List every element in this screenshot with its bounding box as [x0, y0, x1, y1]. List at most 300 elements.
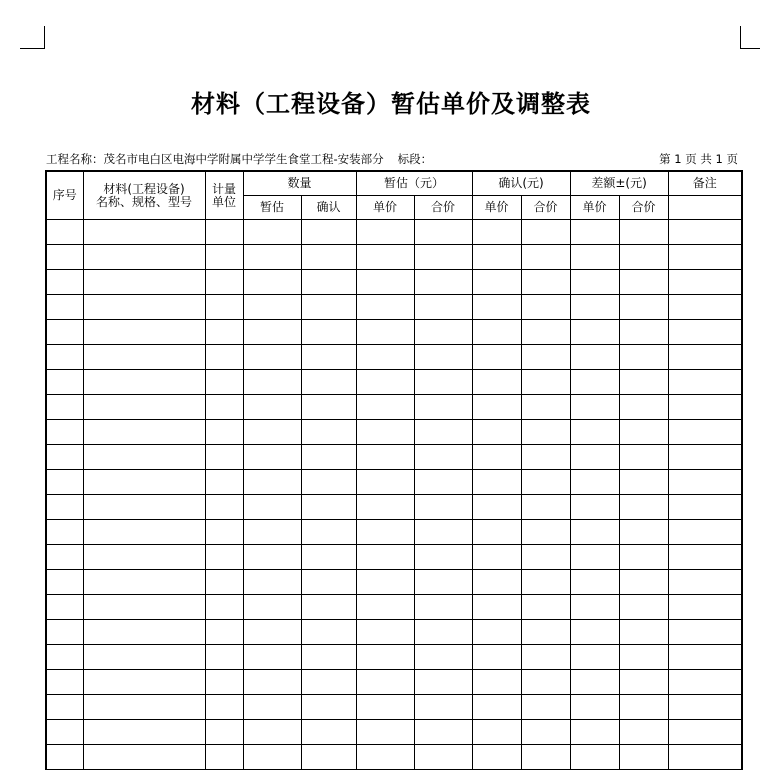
table-row	[46, 245, 742, 270]
table-cell	[521, 220, 570, 245]
table-cell	[205, 320, 243, 345]
table-cell	[205, 545, 243, 570]
table-cell	[301, 445, 356, 470]
table-cell	[570, 670, 619, 695]
table-cell	[472, 345, 521, 370]
table-cell	[46, 595, 83, 620]
material-estimate-table	[45, 170, 743, 770]
table-cell	[668, 495, 742, 520]
document-title: 材料（工程设备）暂估单价及调整表	[191, 89, 591, 118]
table-cell	[414, 345, 472, 370]
table-cell	[301, 745, 356, 770]
table-cell	[205, 270, 243, 295]
header-difference: 差额±(元)	[570, 171, 668, 196]
table-cell	[243, 270, 301, 295]
subheader-remark-blank	[668, 196, 742, 220]
table-cell	[414, 395, 472, 420]
table-row	[46, 520, 742, 545]
table-cell	[668, 220, 742, 245]
table-cell	[356, 220, 414, 245]
header-quantity: 数量	[243, 171, 356, 196]
table-cell	[243, 720, 301, 745]
table-cell	[414, 495, 472, 520]
project-info	[46, 151, 432, 167]
table-cell	[521, 420, 570, 445]
table-cell	[472, 545, 521, 570]
table-cell	[521, 320, 570, 345]
table-cell	[301, 245, 356, 270]
table-cell	[619, 245, 668, 270]
table-row	[46, 470, 742, 495]
table-cell	[521, 370, 570, 395]
table-cell	[668, 720, 742, 745]
table-cell	[570, 445, 619, 470]
table-cell	[521, 620, 570, 645]
table-cell	[414, 620, 472, 645]
table-cell	[521, 520, 570, 545]
table-cell	[243, 645, 301, 670]
table-cell	[668, 695, 742, 720]
table-cell	[668, 595, 742, 620]
table-cell	[414, 320, 472, 345]
table-cell	[521, 445, 570, 470]
table-cell	[301, 345, 356, 370]
table-cell	[46, 620, 83, 645]
table-cell	[205, 620, 243, 645]
table-cell	[205, 370, 243, 395]
table-row	[46, 620, 742, 645]
subheader-quantity-estimate: 暂估	[243, 196, 301, 220]
table-cell	[301, 495, 356, 520]
table-cell	[472, 270, 521, 295]
table-cell	[356, 520, 414, 545]
header-unit	[205, 171, 243, 220]
table-row	[46, 495, 742, 520]
table-cell	[356, 445, 414, 470]
table-row	[46, 695, 742, 720]
table-cell	[205, 420, 243, 445]
table-cell	[301, 220, 356, 245]
table-cell	[356, 270, 414, 295]
table-cell	[46, 270, 83, 295]
table-cell	[414, 270, 472, 295]
table-cell	[414, 420, 472, 445]
table-cell	[668, 420, 742, 445]
table-row	[46, 420, 742, 445]
table-cell	[356, 745, 414, 770]
table-cell	[414, 470, 472, 495]
table-cell	[570, 295, 619, 320]
table-cell	[668, 270, 742, 295]
table-cell	[301, 645, 356, 670]
table-cell	[243, 220, 301, 245]
table-cell	[46, 220, 83, 245]
table-cell	[619, 345, 668, 370]
table-cell	[356, 295, 414, 320]
table-cell	[205, 570, 243, 595]
table-cell	[46, 370, 83, 395]
table-cell	[243, 395, 301, 420]
table-cell	[356, 245, 414, 270]
table-row	[46, 220, 742, 245]
table-cell	[521, 745, 570, 770]
table-cell	[619, 495, 668, 520]
table-cell	[570, 520, 619, 545]
table-cell	[205, 295, 243, 320]
table-cell	[243, 745, 301, 770]
table-cell	[472, 420, 521, 445]
table-row	[46, 320, 742, 345]
table-cell	[619, 545, 668, 570]
table-cell	[619, 670, 668, 695]
header-unit-line1: 计量	[211, 181, 236, 196]
table-cell	[243, 495, 301, 520]
table-cell	[205, 470, 243, 495]
table-cell	[83, 445, 205, 470]
table-cell	[619, 445, 668, 470]
table-cell	[619, 720, 668, 745]
table-cell	[570, 545, 619, 570]
table-cell	[301, 370, 356, 395]
table-cell	[46, 520, 83, 545]
table-cell	[205, 720, 243, 745]
table-cell	[46, 695, 83, 720]
table-cell	[619, 520, 668, 545]
table-cell	[570, 620, 619, 645]
table-cell	[205, 745, 243, 770]
table-cell	[83, 645, 205, 670]
table-cell	[205, 395, 243, 420]
table-cell	[619, 645, 668, 670]
crop-mark-top-left	[20, 26, 45, 49]
table-cell	[521, 645, 570, 670]
table-cell	[668, 470, 742, 495]
header-material	[83, 171, 205, 220]
table-cell	[356, 595, 414, 620]
table-cell	[243, 670, 301, 695]
table-cell	[205, 595, 243, 620]
table-cell	[521, 570, 570, 595]
table-cell	[472, 520, 521, 545]
header-unit-line2: 单位	[211, 194, 236, 209]
table-cell	[356, 695, 414, 720]
table-cell	[668, 320, 742, 345]
subheader-estimate-total: 合价	[414, 196, 472, 220]
table-cell	[668, 745, 742, 770]
table-cell	[472, 645, 521, 670]
table-cell	[570, 495, 619, 520]
table-cell	[414, 545, 472, 570]
table-cell	[521, 295, 570, 320]
table-cell	[356, 570, 414, 595]
table-cell	[570, 720, 619, 745]
table-cell	[356, 670, 414, 695]
table-cell	[356, 495, 414, 520]
table-cell	[414, 220, 472, 245]
table-cell	[521, 395, 570, 420]
table-cell	[83, 345, 205, 370]
table-cell	[472, 245, 521, 270]
table-row	[46, 445, 742, 470]
table-cell	[668, 545, 742, 570]
table-cell	[570, 370, 619, 395]
table-cell	[521, 270, 570, 295]
table-cell	[521, 345, 570, 370]
table-cell	[570, 270, 619, 295]
table-cell	[414, 295, 472, 320]
table-cell	[472, 370, 521, 395]
table-row	[46, 670, 742, 695]
table-cell	[205, 670, 243, 695]
table-cell	[521, 720, 570, 745]
table-row	[46, 370, 742, 395]
table-cell	[46, 420, 83, 445]
table-cell	[356, 395, 414, 420]
table-cell	[243, 570, 301, 595]
table-cell	[619, 295, 668, 320]
crop-mark-top-right	[740, 26, 760, 49]
table-cell	[619, 595, 668, 620]
table-cell	[301, 320, 356, 345]
subheader-estimate-unit-price: 单价	[356, 196, 414, 220]
table-cell	[472, 495, 521, 520]
table-cell	[356, 345, 414, 370]
table-cell	[570, 345, 619, 370]
table-cell	[619, 420, 668, 445]
table-cell	[570, 695, 619, 720]
subheader-difference-total: 合价	[619, 196, 668, 220]
table-cell	[619, 270, 668, 295]
table-cell	[521, 595, 570, 620]
table-cell	[46, 495, 83, 520]
table-cell	[243, 545, 301, 570]
table-cell	[46, 445, 83, 470]
table-cell	[83, 495, 205, 520]
table-cell	[83, 670, 205, 695]
table-cell	[521, 470, 570, 495]
table-cell	[668, 620, 742, 645]
table-cell	[83, 220, 205, 245]
table-cell	[472, 220, 521, 245]
table-row	[46, 345, 742, 370]
table-cell	[356, 645, 414, 670]
table-cell	[570, 420, 619, 445]
table-cell	[414, 445, 472, 470]
table-cell	[472, 670, 521, 695]
table-cell	[521, 545, 570, 570]
table-cell	[521, 245, 570, 270]
table-cell	[570, 595, 619, 620]
table-row	[46, 645, 742, 670]
table-row	[46, 270, 742, 295]
table-cell	[46, 295, 83, 320]
table-cell	[472, 720, 521, 745]
table-cell	[243, 470, 301, 495]
table-cell	[570, 745, 619, 770]
table-cell	[243, 420, 301, 445]
table-cell	[205, 495, 243, 520]
table-row	[46, 295, 742, 320]
header-confirm: 确认(元)	[472, 171, 570, 196]
table-cell	[619, 320, 668, 345]
table-cell	[619, 395, 668, 420]
table-cell	[46, 345, 83, 370]
table-cell	[356, 720, 414, 745]
header-seq: 序号	[46, 171, 83, 220]
table-cell	[570, 320, 619, 345]
table-cell	[414, 520, 472, 545]
table-cell	[414, 670, 472, 695]
table-cell	[668, 395, 742, 420]
table-cell	[205, 445, 243, 470]
table-cell	[83, 395, 205, 420]
table-cell	[83, 320, 205, 345]
table-cell	[472, 395, 521, 420]
table-cell	[205, 520, 243, 545]
table-cell	[356, 420, 414, 445]
table-cell	[414, 720, 472, 745]
table-cell	[414, 645, 472, 670]
table-cell	[46, 470, 83, 495]
header-remark: 备注	[668, 171, 742, 196]
table-row	[46, 545, 742, 570]
table-cell	[301, 470, 356, 495]
table-cell	[668, 445, 742, 470]
table-cell	[619, 220, 668, 245]
table-cell	[205, 345, 243, 370]
table-cell	[668, 245, 742, 270]
table-cell	[243, 345, 301, 370]
project-name: 茂名市电白区电海中学附属中学学生食堂工程-安装部分	[103, 152, 384, 166]
table-cell	[619, 620, 668, 645]
table-cell	[414, 695, 472, 720]
table-cell	[46, 395, 83, 420]
table-cell	[472, 745, 521, 770]
table-cell	[668, 520, 742, 545]
project-label: 工程名称：	[46, 152, 104, 166]
table-row	[46, 595, 742, 620]
table-cell	[46, 545, 83, 570]
table-row	[46, 395, 742, 420]
table-cell	[83, 470, 205, 495]
table-cell	[472, 295, 521, 320]
table-row	[46, 570, 742, 595]
table-cell	[472, 470, 521, 495]
table-cell	[205, 695, 243, 720]
table-cell	[46, 320, 83, 345]
table-cell	[83, 545, 205, 570]
table-cell	[668, 345, 742, 370]
table-cell	[46, 570, 83, 595]
table-cell	[301, 545, 356, 570]
table-cell	[301, 595, 356, 620]
table-cell	[570, 245, 619, 270]
table-cell	[301, 570, 356, 595]
table-cell	[46, 670, 83, 695]
table-cell	[570, 645, 619, 670]
table-cell	[83, 370, 205, 395]
table-cell	[301, 670, 356, 695]
table-cell	[83, 620, 205, 645]
table-cell	[619, 570, 668, 595]
table-cell	[243, 595, 301, 620]
table-cell	[243, 620, 301, 645]
table-row	[46, 720, 742, 745]
table-cell	[46, 245, 83, 270]
table-cell	[243, 320, 301, 345]
subheader-confirm-total: 合价	[521, 196, 570, 220]
table-cell	[301, 620, 356, 645]
table-cell	[46, 645, 83, 670]
table-cell	[301, 270, 356, 295]
table-cell	[46, 720, 83, 745]
table-cell	[301, 420, 356, 445]
table-cell	[83, 720, 205, 745]
table-cell	[414, 745, 472, 770]
table-cell	[83, 570, 205, 595]
table-cell	[243, 445, 301, 470]
table-cell	[356, 470, 414, 495]
table-cell	[205, 245, 243, 270]
table-cell	[83, 295, 205, 320]
table-cell	[243, 295, 301, 320]
header-estimate: 暂估（元）	[356, 171, 472, 196]
table-cell	[570, 395, 619, 420]
table-cell	[46, 745, 83, 770]
table-cell	[619, 370, 668, 395]
table-cell	[205, 645, 243, 670]
subheader-difference-unit-price: 单价	[570, 196, 619, 220]
table-cell	[243, 520, 301, 545]
table-cell	[356, 620, 414, 645]
table-cell	[301, 520, 356, 545]
table-cell	[243, 370, 301, 395]
table-cell	[521, 695, 570, 720]
table-cell	[472, 570, 521, 595]
header-material-line2: 名称、规格、型号	[95, 194, 192, 209]
table-cell	[414, 570, 472, 595]
table-cell	[521, 670, 570, 695]
page-info: 第 1 页 共 1 页	[659, 152, 738, 166]
table-cell	[668, 295, 742, 320]
table-cell	[301, 295, 356, 320]
table-cell	[668, 570, 742, 595]
table-cell	[472, 595, 521, 620]
table-row	[46, 745, 742, 770]
header-material-line1: 材料(工程设备)	[103, 181, 185, 196]
table-cell	[205, 220, 243, 245]
table-cell	[619, 695, 668, 720]
table-cell	[619, 470, 668, 495]
table-cell	[619, 745, 668, 770]
table-cell	[83, 595, 205, 620]
table-cell	[301, 720, 356, 745]
table-cell	[521, 495, 570, 520]
subheader-quantity-confirm: 确认	[301, 196, 356, 220]
table-cell	[668, 670, 742, 695]
table-cell	[301, 695, 356, 720]
table-cell	[83, 245, 205, 270]
table-cell	[356, 320, 414, 345]
table-cell	[414, 595, 472, 620]
table-cell	[414, 370, 472, 395]
table-cell	[356, 545, 414, 570]
table-cell	[668, 370, 742, 395]
table-cell	[83, 520, 205, 545]
table-cell	[301, 395, 356, 420]
table-cell	[83, 270, 205, 295]
table-cell	[472, 320, 521, 345]
